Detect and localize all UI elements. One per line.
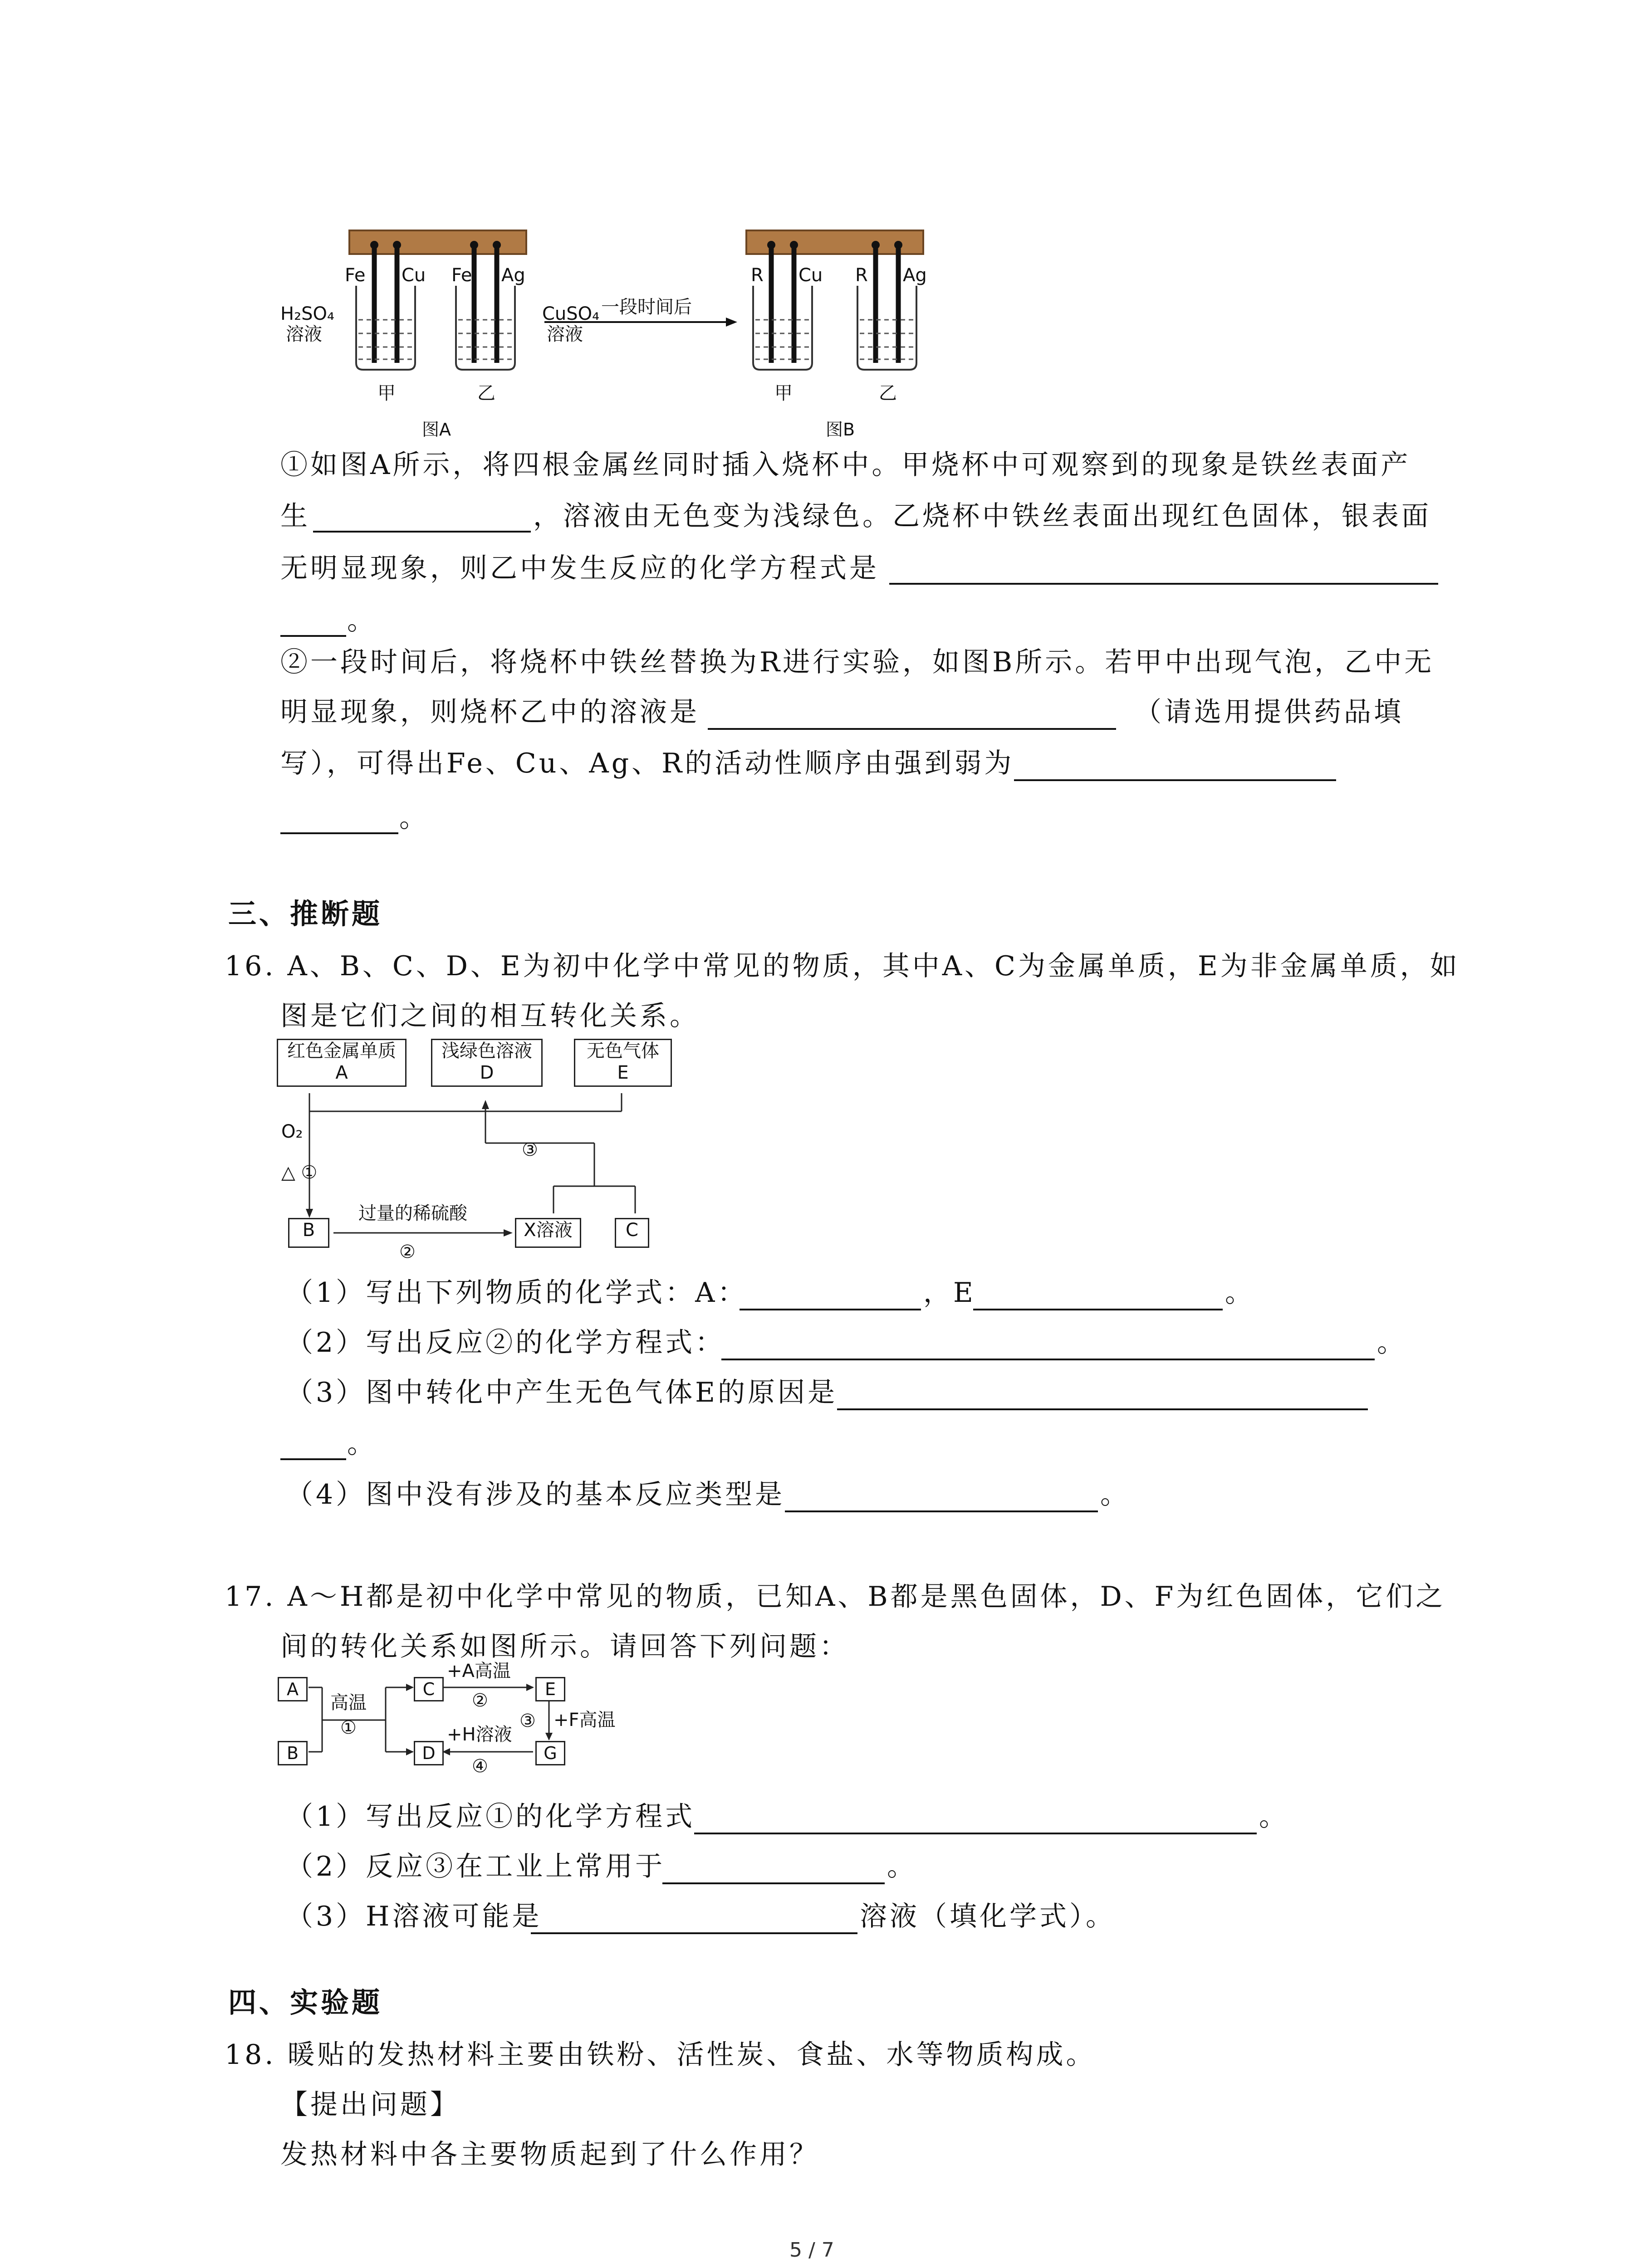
q16-sub: （2）写出反应②的化学方程式： bbox=[286, 1327, 725, 1359]
node-e: E bbox=[535, 1677, 565, 1701]
cond-label: +F高温 bbox=[554, 1710, 616, 1730]
q15-line: ，溶液由无色变为浅绿色。乙烧杯中铁丝表面出现红色固体，银表面 bbox=[533, 500, 1431, 532]
answer-blank[interactable] bbox=[662, 1882, 885, 1884]
wire-label: Ag bbox=[501, 265, 525, 286]
node-a: A bbox=[278, 1677, 308, 1701]
wire-label: Fe bbox=[345, 265, 366, 286]
node-b: B bbox=[278, 1741, 308, 1765]
q17-sub: （2）反应③在工业上常用于 bbox=[286, 1851, 666, 1882]
box-d bbox=[431, 1039, 543, 1087]
answer-blank[interactable] bbox=[694, 1833, 1257, 1834]
q15-line: 无明显现象，则乙中发生反应的化学方程式是 bbox=[280, 552, 879, 584]
cond-label: +H溶液 bbox=[447, 1724, 512, 1745]
solution-label: CuSO₄ bbox=[542, 303, 600, 324]
q17-sub: （1）写出反应①的化学方程式 bbox=[286, 1801, 696, 1833]
answer-blank[interactable] bbox=[721, 1359, 1375, 1360]
box-label: 浅绿色溶液 bbox=[441, 1041, 532, 1061]
box-label: E bbox=[617, 1062, 629, 1083]
q16-sub: 。 bbox=[347, 1428, 377, 1460]
answer-blank[interactable] bbox=[889, 583, 1438, 585]
wire-label: Cu bbox=[402, 265, 426, 286]
solution-label: H₂SO₄ bbox=[280, 303, 335, 324]
q16-sub: （1）写出下列物质的化学式：A： bbox=[286, 1277, 748, 1309]
circle-label: ③ bbox=[519, 1711, 536, 1731]
acid-label: 过量的稀硫酸 bbox=[358, 1203, 467, 1224]
beaker-label: 乙 bbox=[477, 383, 495, 404]
answer-blank[interactable] bbox=[280, 635, 346, 637]
q15-line: 。 bbox=[399, 802, 429, 834]
q18-line: 发热材料中各主要物质起到了什么作用？ bbox=[280, 2139, 819, 2170]
box-x: X溶液 bbox=[515, 1218, 581, 1248]
answer-blank[interactable] bbox=[531, 1932, 857, 1934]
q16-line: 16. A、B、C、D、E为初中化学中常见的物质，其中A、C为金属单质，E为非金属单质，如 bbox=[225, 950, 1460, 982]
box-a bbox=[277, 1039, 407, 1087]
q17-sub: 。 bbox=[1259, 1801, 1289, 1833]
q16-sub: （3）图中转化中产生无色气体E的原因是 bbox=[286, 1377, 838, 1408]
circle-label: ③ bbox=[522, 1139, 538, 1160]
q15-line: 生 bbox=[280, 500, 310, 532]
beaker-label: 甲 bbox=[774, 383, 793, 404]
box-label: 红色金属单质 bbox=[287, 1041, 396, 1061]
q15-line: 写），可得出Fe、Cu、Ag、R的活动性顺序由强到弱为 bbox=[280, 748, 1014, 779]
wire-label: Cu bbox=[798, 265, 823, 286]
q17-sub: （3）H溶液可能是 bbox=[286, 1901, 542, 1932]
section-heading: 三、推断题 bbox=[228, 897, 383, 930]
answer-blank[interactable] bbox=[1014, 779, 1336, 781]
box-e bbox=[574, 1039, 672, 1087]
q17-sub: 。 bbox=[887, 1851, 917, 1882]
q16-sub: 。 bbox=[1377, 1327, 1407, 1359]
heat-label: △ ① bbox=[281, 1162, 318, 1183]
answer-blank[interactable] bbox=[785, 1510, 1098, 1512]
answer-blank[interactable] bbox=[837, 1408, 1368, 1410]
page-number: 5 / 7 bbox=[789, 2239, 834, 2262]
cond-label: +A高温 bbox=[447, 1661, 511, 1681]
q17-sub: 溶液（填化学式）。 bbox=[860, 1901, 1116, 1932]
wire-label: R bbox=[751, 265, 764, 286]
solution-label: 溶液 bbox=[286, 324, 322, 345]
answer-blank[interactable] bbox=[280, 832, 398, 834]
q15-line: 。 bbox=[347, 605, 377, 636]
q17-line: 17. A～H都是初中化学中常见的物质，已知A、B都是黑色固体，D、F为红色固体，它们之 bbox=[225, 1581, 1446, 1613]
circle-label: ④ bbox=[472, 1756, 488, 1777]
section-heading: 四、实验题 bbox=[228, 1986, 383, 2019]
beaker-label: 甲 bbox=[377, 383, 396, 404]
node-d: D bbox=[414, 1741, 444, 1765]
arrow-head bbox=[726, 318, 737, 327]
box-label: A bbox=[335, 1062, 348, 1083]
answer-blank[interactable] bbox=[313, 531, 531, 533]
circle-label: ② bbox=[472, 1690, 488, 1711]
q16-sub: 。 bbox=[1225, 1277, 1255, 1309]
node-c: C bbox=[414, 1677, 444, 1701]
wire-label: Ag bbox=[903, 265, 927, 286]
q18-line: 【提出问题】 bbox=[280, 2089, 460, 2121]
q15-line: ①如图A所示，将四根金属丝同时插入烧杯中。甲烧杯中可观察到的现象是铁丝表面产 bbox=[280, 449, 1411, 481]
arrow-label: 一段时间后 bbox=[601, 297, 692, 318]
circle-label: ② bbox=[399, 1242, 416, 1262]
q16-sub: ，E bbox=[923, 1277, 976, 1309]
node-g: G bbox=[535, 1741, 565, 1765]
q15-line: 明显现象，则烧杯乙中的溶液是 bbox=[280, 696, 700, 728]
q16-sub: 。 bbox=[1100, 1479, 1130, 1510]
o2-label: O₂ bbox=[281, 1121, 303, 1142]
box-label: 无色气体 bbox=[587, 1041, 659, 1061]
answer-blank[interactable] bbox=[973, 1309, 1223, 1310]
box-label: D bbox=[480, 1062, 494, 1083]
solution-label: 溶液 bbox=[547, 324, 583, 345]
beaker-label: 乙 bbox=[879, 383, 897, 404]
figure-caption: 图B bbox=[826, 420, 855, 440]
q16-sub: （4）图中没有涉及的基本反应类型是 bbox=[286, 1479, 785, 1510]
box-b: B bbox=[288, 1218, 329, 1248]
circle-label: ① bbox=[340, 1717, 357, 1738]
q18-line: 18. 暖贴的发热材料主要由铁粉、活性炭、食盐、水等物质构成。 bbox=[225, 2039, 1096, 2071]
q17-line: 间的转化关系如图所示。请回答下列问题： bbox=[280, 1631, 849, 1662]
wire-label: R bbox=[855, 265, 868, 286]
q15-line: （请选用提供药品填 bbox=[1134, 696, 1404, 728]
q16-line: 图是它们之间的相互转化关系。 bbox=[280, 1000, 700, 1032]
q15-line: ②一段时间后，将烧杯中铁丝替换为R进行实验，如图B所示。若甲中出现气泡，乙中无 bbox=[280, 646, 1435, 678]
answer-blank[interactable] bbox=[740, 1309, 921, 1310]
beaker-figure bbox=[272, 218, 980, 454]
wire-label: Fe bbox=[451, 265, 472, 286]
answer-blank[interactable] bbox=[280, 1458, 346, 1460]
box-c: C bbox=[615, 1218, 649, 1248]
cond-label: 高温 bbox=[330, 1692, 367, 1713]
answer-blank[interactable] bbox=[708, 728, 1116, 730]
figure-caption: 图A bbox=[422, 420, 451, 440]
